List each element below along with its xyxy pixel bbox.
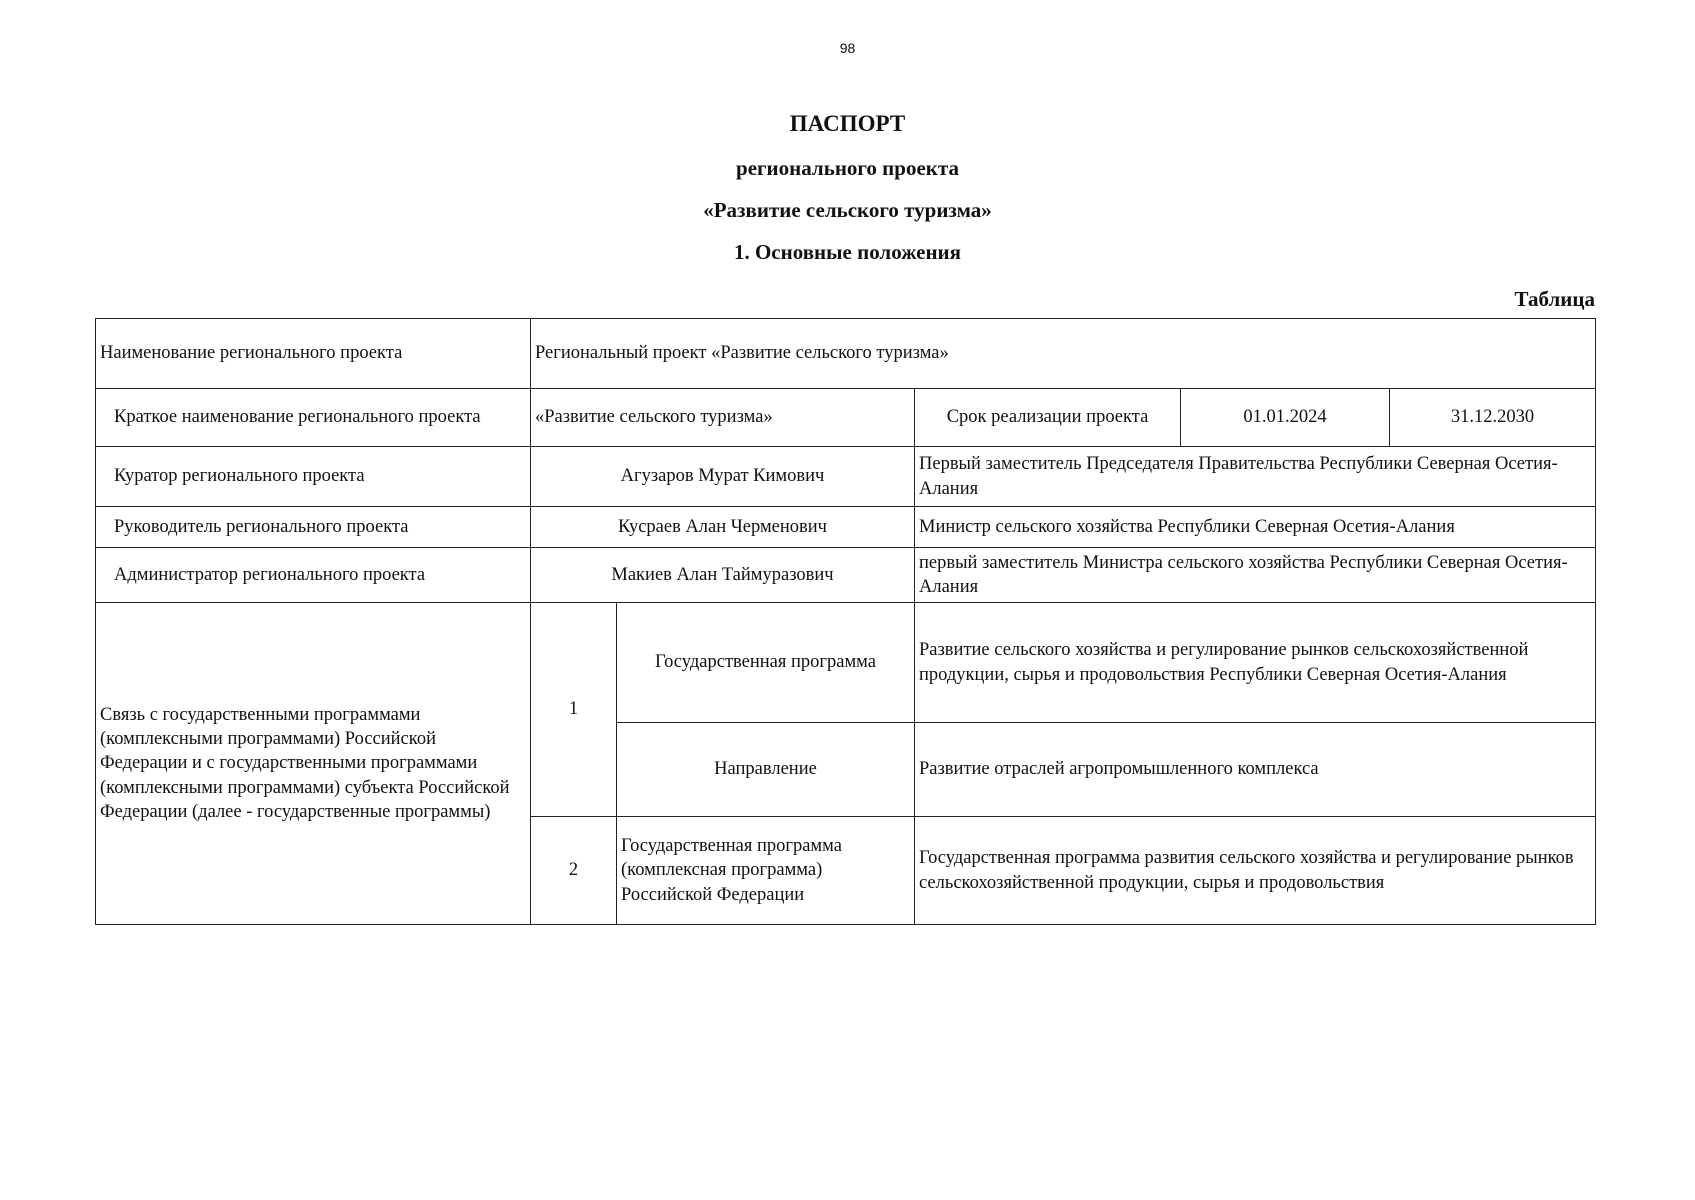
curator-position: Первый заместитель Председателя Правительства Республики Северная Осетия-Алания [915, 447, 1596, 507]
passport-table [95, 318, 1596, 925]
link-1-program-label: Государственная программа [617, 603, 915, 723]
document-title: ПАСПОРТ [789, 111, 906, 136]
short-name-label: Краткое наименование регионального проекта [96, 389, 531, 447]
section-title: 1. Основные положения [733, 240, 962, 264]
document-subtitle: регионального проекта [736, 156, 959, 180]
link-1-direction-label: Направление [617, 723, 915, 817]
term-start-date: 01.01.2024 [1181, 389, 1390, 447]
head-person: Кусраев Алан Черменович [531, 507, 915, 548]
head-position: Министр сельского хозяйства Республики Северная Осетия-Алания [915, 507, 1596, 548]
name-value: Региональный проект «Развитие сельского туризма» [531, 319, 1596, 389]
head-label: Руководитель регионального проекта [96, 507, 531, 548]
link-2-program-label: Государственная программа (комплексная программа) Российской Федерации [617, 817, 915, 925]
table-row-link-1-program [96, 603, 1596, 723]
project-title: «Развитие сельского туризма» [703, 198, 992, 222]
term-label: Срок реализации проекта [915, 389, 1181, 447]
page-number: 98 [839, 40, 856, 56]
administrator-label: Администратор регионального проекта [96, 548, 531, 603]
link-2-number: 2 [531, 817, 617, 925]
table-label: Таблица [1514, 287, 1595, 311]
curator-label: Куратор регионального проекта [96, 447, 531, 507]
table-row-head [96, 507, 1596, 548]
table-row-name [96, 319, 1596, 389]
link-1-direction-value: Развитие отраслей агропромышленного комплекса [915, 723, 1596, 817]
table-row-short-name [96, 389, 1596, 447]
table-row-administrator [96, 548, 1596, 603]
link-1-program-value: Развитие сельского хозяйства и регулирование рынков сельскохозяйственной продукции, сырья и продовольствия Республики Северная Осетия-Алания [915, 603, 1596, 723]
short-name-value: «Развитие сельского туризма» [531, 389, 915, 447]
curator-person: Агузаров Мурат Кимович [531, 447, 915, 507]
administrator-person: Макиев Алан Таймуразович [531, 548, 915, 603]
link-2-program-value: Государственная программа развития сельского хозяйства и регулирование рынков сельскохозяйственной продукции, сырья и продовольствия [915, 817, 1596, 925]
administrator-position: первый заместитель Министра сельского хозяйства Республики Северная Осетия-Алания [915, 548, 1596, 603]
links-label: Связь с государственными программами (комплексными программами) Российской Федерации и с государственными программами (комплексными программами) субъекта Российской Федерации (далее - государственные программы) [96, 603, 531, 925]
name-label: Наименование регионального проекта [96, 319, 531, 389]
term-end-date: 31.12.2030 [1390, 389, 1596, 447]
table-row-curator [96, 447, 1596, 507]
link-1-number: 1 [531, 603, 617, 817]
